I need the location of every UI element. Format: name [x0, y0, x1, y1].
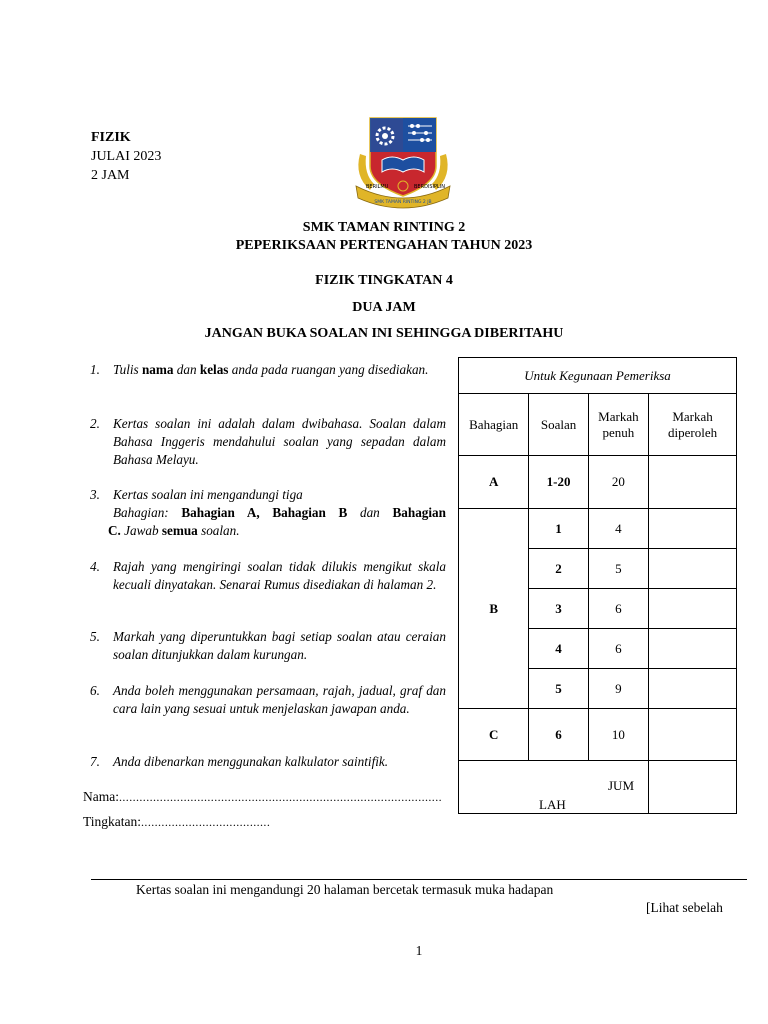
total-label-a: JUM: [608, 778, 635, 793]
instruction-6: 6. Anda boleh menggunakan persamaan, rajah, jadual, graf dan cara lain yang sesuai untuk menjelaskan jawapan anda.: [90, 683, 446, 716]
name-label: Nama:: [83, 789, 119, 804]
instruction-3: 3. Kertas soalan ini mengandungi tiga Bahagian: Bahagian A, Bahagian B dan Bahagian: [90, 487, 446, 520]
footer-rule: [91, 879, 747, 880]
section-b: B: [459, 509, 529, 709]
full-mark-cell: 6: [588, 589, 648, 629]
examiner-table: [458, 357, 737, 814]
exam-duration: 2 JAM: [91, 168, 130, 183]
question-cell: 5: [529, 669, 588, 709]
full-mark-cell: 5: [588, 549, 648, 589]
question-cell: 1-20: [529, 456, 588, 509]
instruction-1: 1. Tulis nama dan kelas anda pada ruangan yang disediakan.: [90, 362, 429, 377]
warning-text: JANGAN BUKA SOALAN INI SEHINGGA DIBERITAHU: [204, 326, 564, 341]
question-cell: 1: [529, 509, 588, 549]
exam-name: PEPERIKSAAN PERTENGAHAN TAHUN 2023: [235, 238, 533, 253]
obtained-mark-cell[interactable]: [649, 669, 737, 709]
instruction-7: 7. Anda dibenarkan menggunakan kalkulator saintifik.: [90, 754, 389, 769]
full-mark-cell: 9: [588, 669, 648, 709]
school-logo: [352, 114, 454, 216]
obtained-mark-cell[interactable]: [649, 709, 737, 761]
question-cell: 6: [529, 709, 588, 761]
instruction-2: 2. Kertas soalan ini adalah dalam dwibahasa. Soalan dalam Bahasa Inggeris mendahului soalan yang sepadan dalam Bahasa Melayu.: [90, 416, 446, 467]
total-mark-cell[interactable]: [649, 761, 737, 814]
question-cell: 2: [529, 549, 588, 589]
header-markah-diperoleh: Markah diperoleh: [649, 394, 737, 456]
footer-note: Kertas soalan ini mengandungi 20 halaman bercetak termasuk muka hadapan: [136, 882, 554, 897]
exam-date: JULAI 2023: [91, 149, 162, 164]
instruction-5: 5. Markah yang diperuntukkan bagi setiap soalan atau ceraian soalan ditunjukkan dalam kurungan.: [90, 629, 446, 662]
instruction-4: 4. Rajah yang mengiringi soalan tidak dilukis mengikut skala kecuali dinyatakan. Senarai Rumus disediakan di halaman 2.: [90, 559, 446, 592]
full-mark-cell: 6: [588, 629, 648, 669]
full-mark-cell: 4: [588, 509, 648, 549]
full-mark-cell: 10: [588, 709, 648, 761]
subject-label: FIZIK: [91, 130, 131, 145]
header-soalan: Soalan: [529, 394, 588, 456]
question-cell: 4: [529, 629, 588, 669]
paper-title: FIZIK TINGKATAN 4: [315, 273, 453, 288]
page-number: 1: [415, 943, 423, 958]
table-title: Untuk Kegunaan Pemeriksa: [459, 358, 737, 394]
paper-duration: DUA JAM: [352, 300, 416, 315]
obtained-mark-cell[interactable]: [649, 509, 737, 549]
question-cell: 3: [529, 589, 588, 629]
class-label: Tingkatan:: [83, 814, 142, 829]
instruction-3-continued: C. Jawab semua soalan.: [108, 523, 240, 538]
header-markah-penuh: Markah penuh: [588, 394, 648, 456]
obtained-mark-cell[interactable]: [649, 629, 737, 669]
total-label-cell: [459, 761, 649, 814]
total-label-b: LAH: [539, 797, 566, 812]
logo-ribbon-bottom: SMK TAMAN RINTING 2 JB: [374, 200, 432, 205]
see-next-page: [Lihat sebelah: [646, 900, 723, 915]
logo-ribbon-left: BERILMU: [366, 184, 389, 190]
full-mark-cell: 20: [588, 456, 648, 509]
header-bahagian: Bahagian: [459, 394, 529, 456]
class-dots: ......................................: [141, 815, 271, 829]
name-dots: ...............................................................................................: [119, 790, 442, 804]
class-field[interactable]: [83, 814, 270, 830]
school-name: SMK TAMAN RINTING 2: [302, 220, 466, 235]
section-a: A: [459, 456, 529, 509]
name-field[interactable]: [83, 789, 442, 805]
section-c: C: [459, 709, 529, 761]
obtained-mark-cell[interactable]: [649, 456, 737, 509]
obtained-mark-cell[interactable]: [649, 589, 737, 629]
logo-ribbon-right: BERDISIPLIN: [414, 184, 446, 190]
obtained-mark-cell[interactable]: [649, 549, 737, 589]
